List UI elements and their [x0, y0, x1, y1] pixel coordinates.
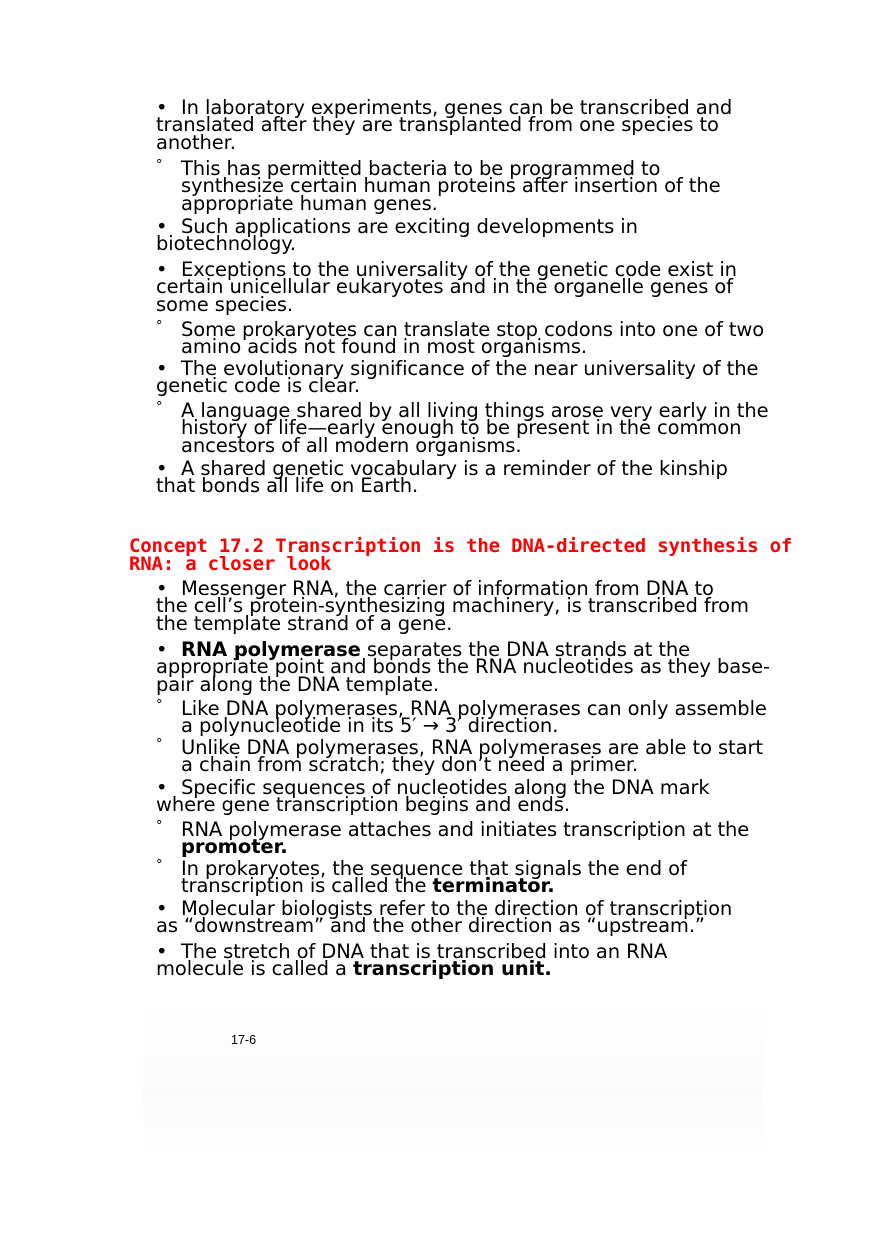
sub-bullet-icon: ° — [156, 158, 163, 173]
subpoint-assembly-direction: ° Like DNA polymerases, RNA polymerases can only assemble a polynucleotide in its 5′ → 3′ direction. — [156, 697, 767, 738]
paragraph-biotechnology: • Such applications are exciting developments in biotechnology. — [156, 215, 638, 256]
term-terminator: terminator. — [432, 874, 555, 898]
bullet-icon: • — [156, 258, 168, 281]
bullet-icon: • — [156, 897, 168, 920]
bullet-icon: • — [156, 638, 168, 661]
subpoint-no-primer: ° Unlike DNA polymerases, RNA polymerases are able to start a chain from scratch; they don’t need a primer. — [156, 736, 763, 777]
bullet-icon: • — [156, 96, 168, 119]
sub-bullet-icon: ° — [156, 698, 163, 713]
sub-bullet-icon: ° — [156, 400, 163, 415]
sub-bullet-icon: ° — [156, 819, 163, 834]
paragraph-lab-experiments: • In laboratory experiments, genes can be transcribed and translated after they are transplanted from one species to another. — [156, 96, 733, 154]
sub-bullet-icon: ° — [156, 319, 163, 334]
sub-bullet-icon: ° — [156, 737, 163, 752]
paragraph-messenger-rna: • Messenger RNA, the carrier of information from DNA to the cell’s protein-synthesizing machinery, is transcribed from the template strand of a gene. — [156, 577, 749, 635]
bullet-icon: • — [156, 577, 168, 600]
paragraph-specific-sequences: • Specific sequences of nucleotides along the DNA mark where gene transcription begins and ends. — [156, 776, 710, 817]
bullet-icon: • — [156, 215, 168, 238]
bullet-icon: • — [156, 357, 168, 380]
subpoint-shared-language: ° A language shared by all living things arose very early in the history of life—early enough to be present in the common ancestors of all modern organisms. — [156, 399, 769, 457]
paragraph-evolutionary-significance: • The evolutionary significance of the near universality of the genetic code is clear. — [156, 357, 759, 398]
paragraph-exceptions: • Exceptions to the universality of the genetic code exist in certain unicellular eukaryotes and in the organelle genes of some species. — [156, 258, 737, 316]
scan-shading — [143, 1000, 763, 1160]
subpoint-terminator: ° In prokaryotes, the sequence that signals the end of transcription is called the terminator. — [156, 857, 687, 898]
bullet-icon: • — [156, 940, 168, 963]
concept-heading: Concept 17.2 Transcription is the DNA-directed synthesis of RNA: a closer look — [129, 535, 793, 575]
page-number: 17-6 — [231, 1033, 257, 1047]
sub-bullet-icon: ° — [156, 858, 163, 873]
subpoint-bacteria-programmed: ° This has permitted bacteria to be programmed to synthesize certain human proteins after insertion of the appropriate human genes. — [156, 157, 721, 215]
term-transcription-unit: transcription unit. — [352, 957, 552, 981]
paragraph-kinship: • A shared genetic vocabulary is a reminder of the kinship that bonds all life on Earth. — [156, 457, 728, 498]
paragraph-downstream-upstream: • Molecular biologists refer to the direction of transcription as “downstream” and the other direction as “upstream.” — [156, 897, 733, 938]
paragraph-transcription-unit: • The stretch of DNA that is transcribed into an RNA molecule is called a transcription unit. — [156, 940, 668, 981]
bullet-icon: • — [156, 776, 168, 799]
paragraph-rna-polymerase: • RNA polymerase separates the DNA strands at the appropriate point and bonds the RNA nucleotides as they base- pair along the DNA template. — [156, 638, 770, 696]
subpoint-stop-codons: ° Some prokaryotes can translate stop codons into one of two amino acids not found in most organisms. — [156, 318, 765, 359]
term-rna-polymerase: RNA polymerase — [181, 638, 361, 661]
subpoint-promoter: ° RNA polymerase attaches and initiates transcription at the promoter. — [156, 818, 750, 859]
term-promoter: promoter. — [181, 835, 288, 859]
bullet-icon: • — [156, 457, 168, 480]
